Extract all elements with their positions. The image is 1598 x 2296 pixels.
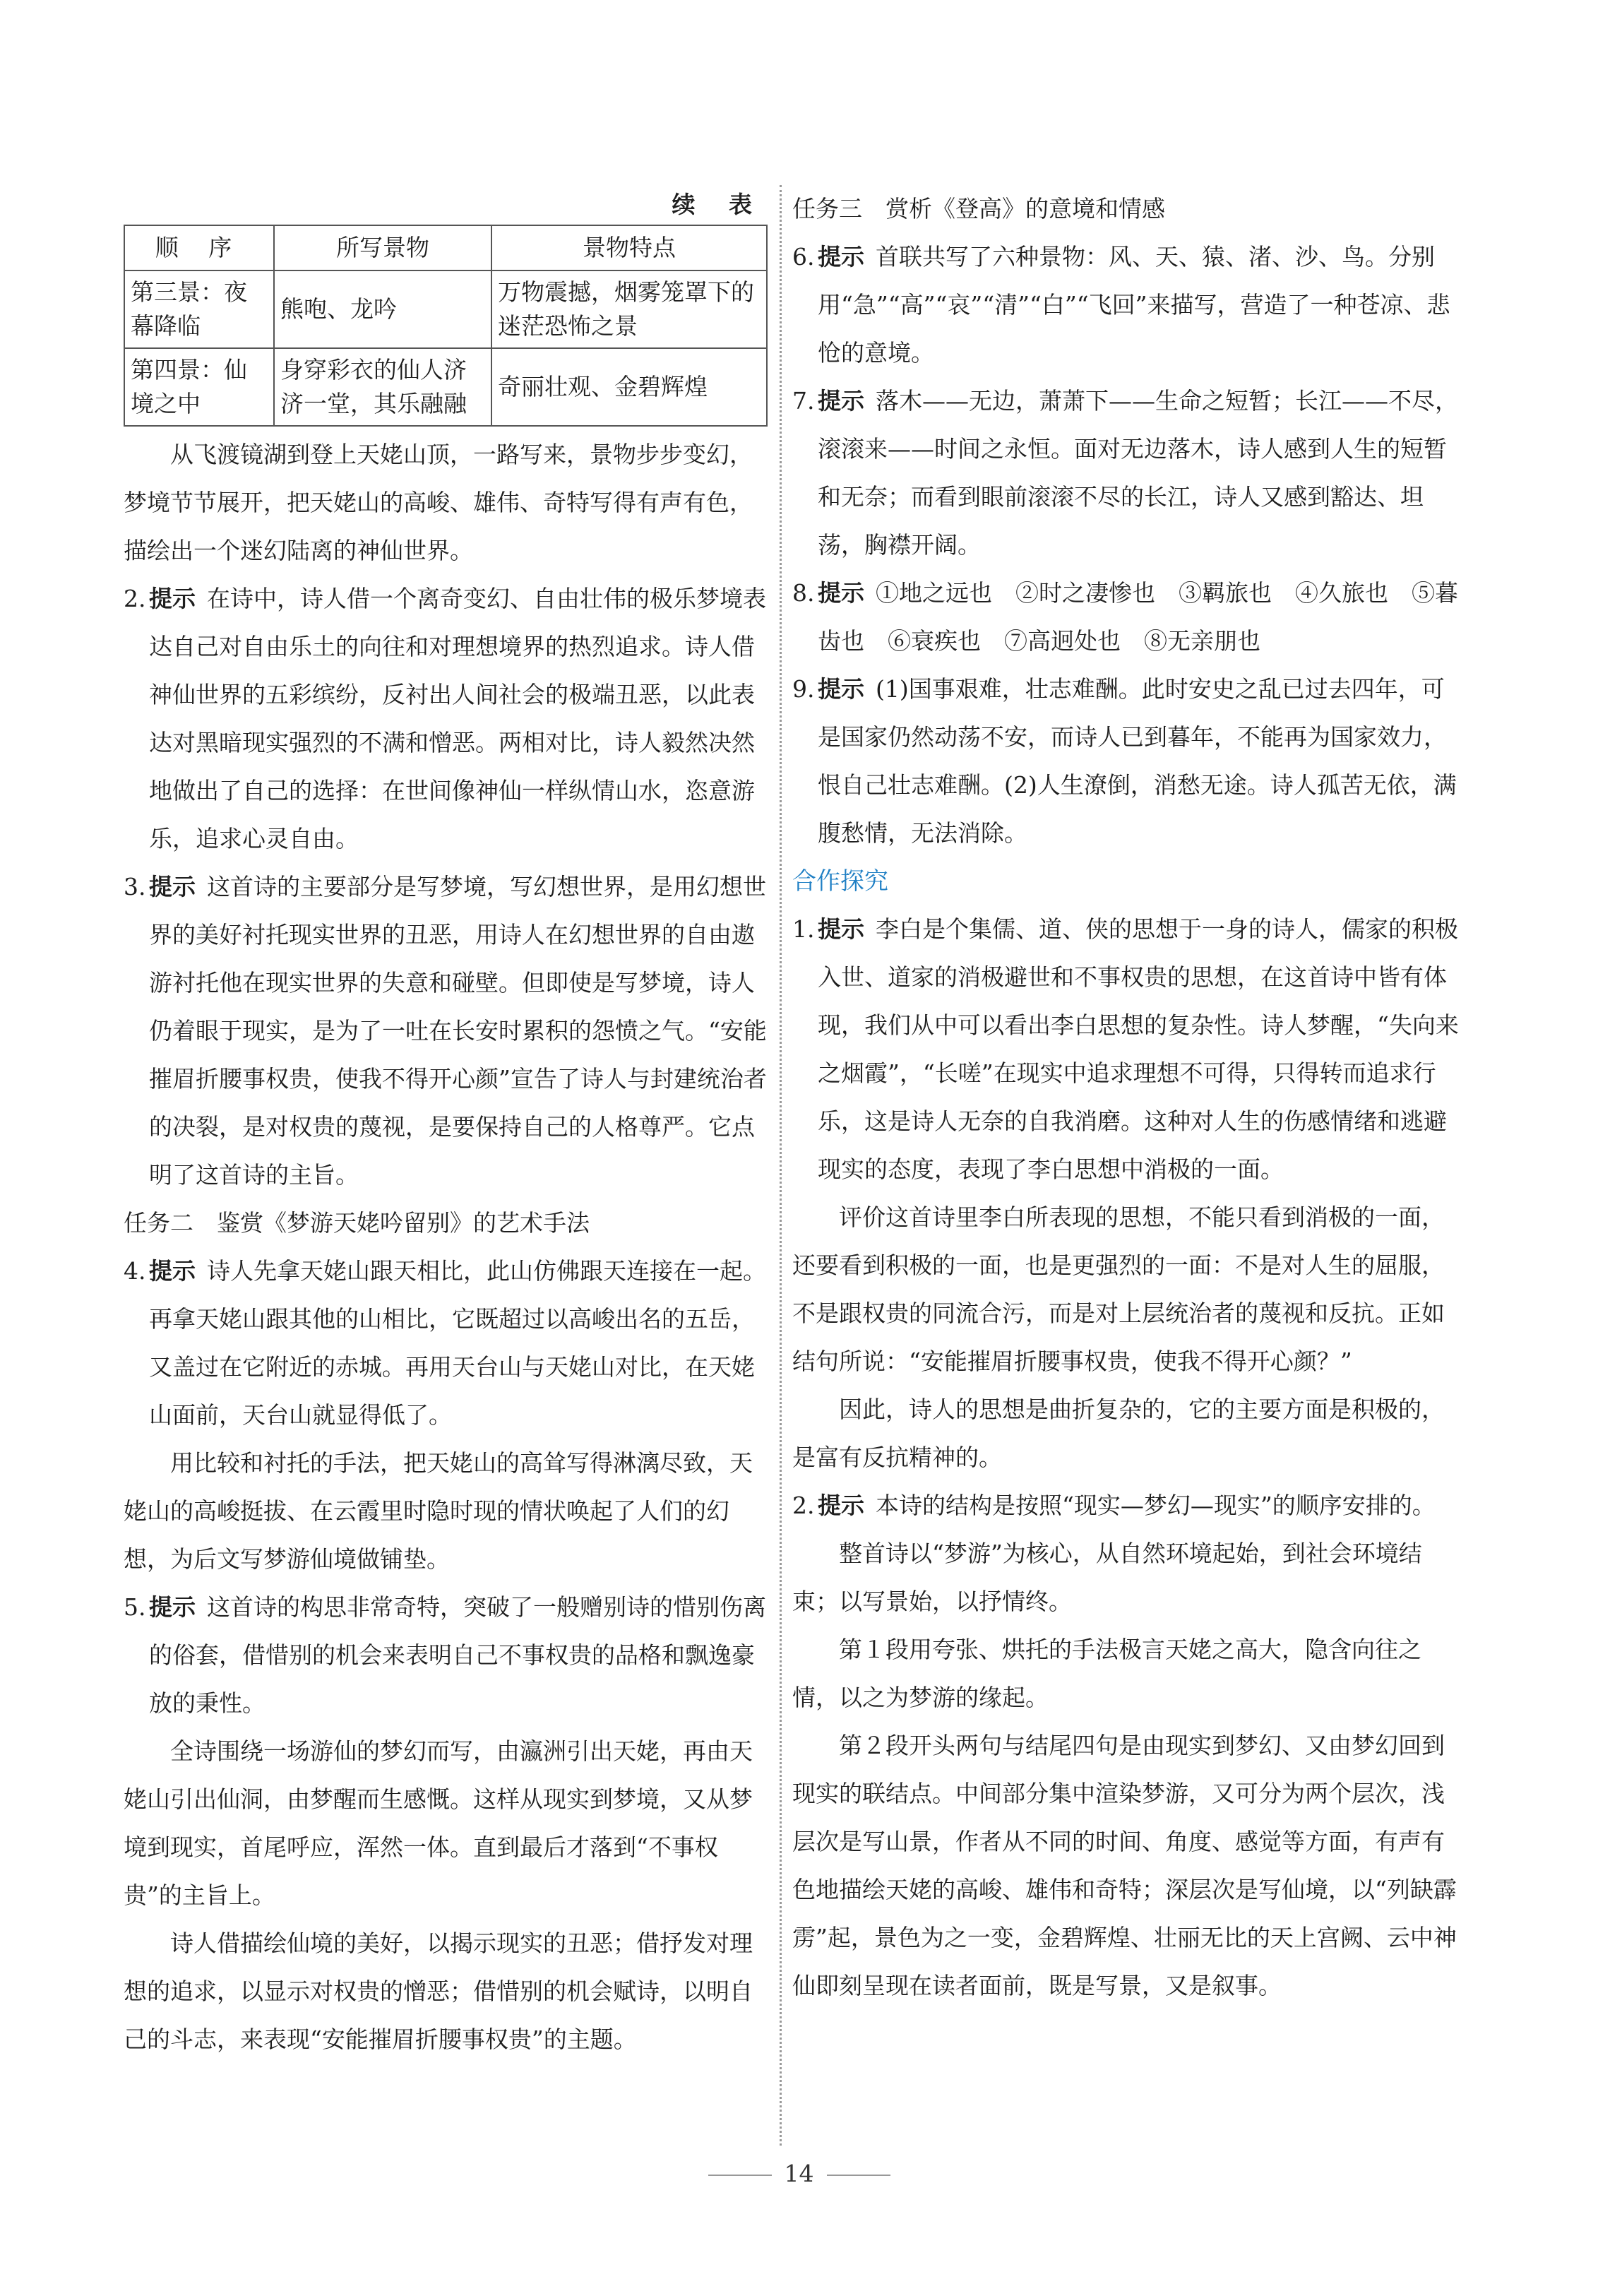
table-cell: 奇丽壮观、金碧辉煌 xyxy=(491,348,767,426)
answer-item-8 xyxy=(792,569,1463,665)
answer-text: 这首诗的主要部分是写梦境，写幻想世界，是用幻想世界的美好衬托现实世界的丑恶，用诗人在幻想世界的自由遨游衬托他在现实世界的失意和碰壁。但即使是写梦境，诗人仍着眼于现实，是为了一吐在长安时累积的怨愤之气。“安能摧眉折腰事权贵，使我不得开心颜”宣告了诗人与封建统治者的决裂，是对权贵的蔑视，是要保持自己的人格尊严。它点明了这首诗的主旨。 xyxy=(149,873,767,1189)
hint-label: 提示 xyxy=(818,579,864,607)
answer-item-7 xyxy=(792,377,1463,569)
task-heading-3: 任务三 赏析《登高》的意境和情感 xyxy=(792,195,1165,222)
hint-label: 提示 xyxy=(818,915,864,943)
item-number: 7. xyxy=(792,387,815,415)
item-number: 4. xyxy=(124,1257,146,1285)
item-number: 2. xyxy=(792,1492,815,1519)
hint-label: 提示 xyxy=(818,387,864,415)
answer-item-5 xyxy=(124,1583,768,1727)
paragraph: 全诗围绕一场游仙的梦幻而写，由瀛洲引出天姥，再由天姥山引出仙洞，由梦醒而生感慨。这样从现实到梦境，又从梦境到现实，首尾呼应，浑然一体。直到最后才落到“不事权贵”的主旨上。 xyxy=(124,1737,753,1909)
hint-label: 提示 xyxy=(149,873,196,900)
table-row xyxy=(124,348,767,426)
item-number: 5. xyxy=(124,1593,146,1621)
answer-text: 这首诗的构思非常奇特，突破了一般赠别诗的惜别伤离的俗套，借惜别的机会来表明自己不事权贵的品格和飘逸豪放的秉性。 xyxy=(149,1593,766,1717)
table-header-cell: 景物特点 xyxy=(491,225,767,270)
item-number: 8. xyxy=(792,579,815,607)
paragraph: 整首诗以“梦游”为核心，从自然环境起始，到社会环境结束；以写景始，以抒情终。 xyxy=(792,1540,1422,1615)
section-heading-cooperative: 合作探究 xyxy=(792,867,888,896)
hint-label: 提示 xyxy=(149,1593,196,1621)
table-cell: 身穿彩衣的仙人济济一堂，其乐融融 xyxy=(274,348,491,426)
answer-text: 诗人先拿天姥山跟天相比，此山仿佛跟天连接在一起。再拿天姥山跟其他的山相比，它既超过以高峻出名的五岳，又盖过在它附近的赤城。再用天台山与天姥山对比，在天姥山面前，天台山就显得低了。 xyxy=(149,1257,766,1429)
table-caption: 续 表 xyxy=(672,191,765,218)
answer-text: 首联共写了六种景物：风、天、猿、渚、沙、鸟。分别用“急”“高”“哀”“清”“白”“飞回”来描写，营造了一种苍凉、悲怆的意境。 xyxy=(818,243,1450,367)
table-cell: 第四景：仙境之中 xyxy=(124,348,274,426)
item-number: 2. xyxy=(124,585,146,612)
paragraph: 第１段用夸张、烘托的手法极言天姥之高大，隐含向往之情，以之为梦游的缘起。 xyxy=(792,1636,1421,1711)
answer-item-6 xyxy=(792,233,1463,377)
item-number: 6. xyxy=(792,243,815,270)
paragraph: 用比较和衬托的手法，把天姥山的高耸写得淋漓尽致，天姥山的高峻挺拔、在云霞里时隐时现的情状唤起了人们的幻想，为后文写梦游仙境做铺垫。 xyxy=(124,1449,753,1573)
paragraph: 诗人借描绘仙境的美好，以揭示现实的丑恶；借抒发对理想的追求，以显示对权贵的憎恶；借惜别的机会赋诗，以明自己的斗志，来表现“安能摧眉折腰事权贵”的主题。 xyxy=(124,1929,753,2053)
paragraph: 第２段开头两句与结尾四句是由现实到梦幻、又由梦幻回到现实的联结点。中间部分集中渲染梦游，又可分为两个层次，浅层次是写山景，作者从不同的时间、角度、感觉等方面，有声有色地描绘天姥的高峻、雄伟和奇特；深层次是写仙境，以“列缺霹雳”起，景色为之一变，金碧辉煌、壮丽无比的天上宫阙、云中神仙即刻呈现在读者面前，既是写景，又是叙事。 xyxy=(792,1732,1457,1999)
paragraph: 评价这首诗里李白所表现的思想，不能只看到消极的一面，还要看到积极的一面，也是更强烈的一面：不是对人生的屈服，不是跟权贵的同流合污，而是对上层统治者的蔑视和反抗。正如结句所说：“安能摧眉折腰事权贵，使我不得开心颜？” xyxy=(792,1203,1445,1375)
answer-item-3 xyxy=(124,863,768,1199)
hint-label: 提示 xyxy=(149,1257,196,1285)
answer-text: (1)国事艰难，壮志难酬。此时安史之乱已过去四年，可是国家仍然动荡不安，而诗人已到暮年，不能再为国家效力，恨自己壮志难酬。(2)人生潦倒，消愁无途。诗人孤苦无依，满腹愁情，无法消除。 xyxy=(818,675,1457,847)
answer-text: 李白是个集儒、道、侠的思想于一身的诗人，儒家的积极入世、道家的消极避世和不事权贵的思想，在这首诗中皆有体现，我们从中可以看出李白思想的复杂性。诗人梦醒，“失向来之烟霞”，“长嗟”在现实中追求理想不可得，只得转而追求行乐，这是诗人无奈的自我消磨。这种对人生的伤感情绪和逃避现实的态度，表现了李白思想中消极的一面。 xyxy=(818,915,1459,1183)
cooperative-item-2 xyxy=(792,1482,1463,1530)
hint-label: 提示 xyxy=(818,675,864,703)
hint-label: 提示 xyxy=(818,243,864,270)
cooperative-item-1 xyxy=(792,905,1463,1194)
answer-text: ①地之远也 ②时之凄惨也 ③羁旅也 ④久旅也 ⑤暮齿也 ⑥衰疾也 ⑦高迥处也 ⑧无亲朋也 xyxy=(818,579,1458,655)
scenery-table xyxy=(124,225,768,427)
page-number: 14 xyxy=(784,2160,814,2187)
table-row xyxy=(124,270,767,348)
hint-label: 提示 xyxy=(149,585,196,612)
table-header-cell: 所写景物 xyxy=(274,225,491,270)
item-number: 3. xyxy=(124,873,146,900)
answer-text: 本诗的结构是按照“现实—梦幻—现实”的顺序安排的。 xyxy=(876,1492,1436,1519)
table-cell: 第三景：夜幕降临 xyxy=(124,270,274,348)
table-cell: 万物震撼，烟雾笼罩下的迷茫恐怖之景 xyxy=(491,270,767,348)
paragraph: 从飞渡镜湖到登上天姥山顶，一路写来，景物步步变幻，梦境节节展开，把天姥山的高峻、雄伟、奇特写得有声有色，描绘出一个迷幻陆离的神仙世界。 xyxy=(124,441,753,564)
footer-rule-right xyxy=(827,2175,890,2176)
left-column xyxy=(124,185,768,2064)
answer-text: 落木——无边，萧萧下——生命之短暂；长江——不尽，滚滚来——时间之永恒。面对无边落木，诗人感到人生的短暂和无奈；而看到眼前滚滚不尽的长江，诗人又感到豁达、坦荡，胸襟开阔。 xyxy=(818,387,1458,559)
column-divider xyxy=(780,185,782,2146)
task-heading-2: 任务二 鉴赏《梦游天姥吟留别》的艺术手法 xyxy=(124,1209,590,1237)
paragraph: 因此，诗人的思想是曲折复杂的，它的主要方面是积极的，是富有反抗精神的。 xyxy=(792,1396,1445,1471)
footer-rule-left xyxy=(708,2175,772,2176)
item-number: 1. xyxy=(792,915,815,943)
hint-label: 提示 xyxy=(818,1492,864,1519)
page-footer xyxy=(0,2160,1598,2187)
right-column xyxy=(792,185,1463,2010)
answer-item-4 xyxy=(124,1247,768,1439)
item-number: 9. xyxy=(792,675,815,703)
table-cell: 熊咆、龙吟 xyxy=(274,270,491,348)
answer-item-9 xyxy=(792,665,1463,857)
answer-item-2 xyxy=(124,575,768,863)
answer-text: 在诗中，诗人借一个离奇变幻、自由壮伟的极乐梦境表达自己对自由乐土的向往和对理想境界的热烈追求。诗人借神仙世界的五彩缤纷，反衬出人间社会的极端丑恶，以此表达对黑暗现实强烈的不满和憎恶。两相对比，诗人毅然决然地做出了自己的选择：在世间像神仙一样纵情山水，恣意游乐，追求心灵自由。 xyxy=(149,585,766,852)
table-header-row xyxy=(124,225,767,270)
table-header-cell: 顺 序 xyxy=(124,225,274,270)
